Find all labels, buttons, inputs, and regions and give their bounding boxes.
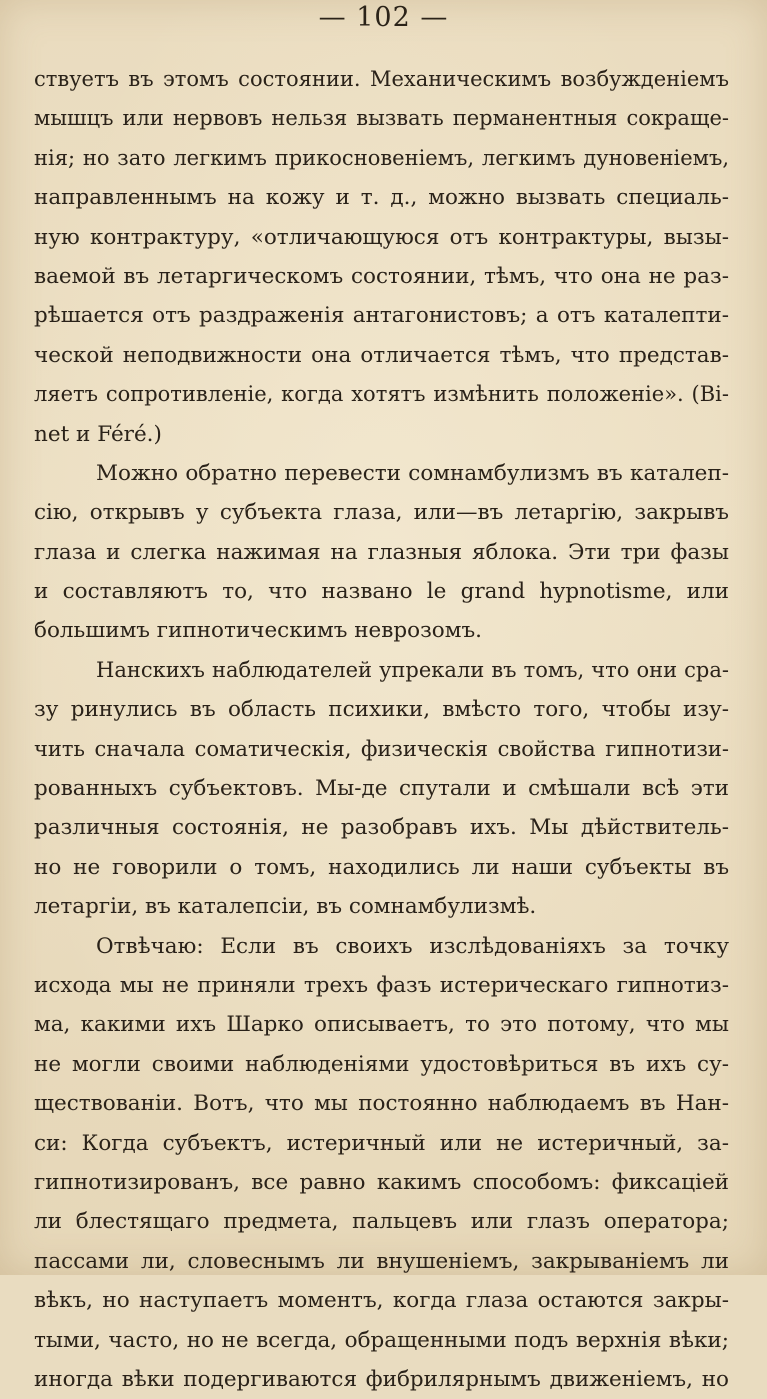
text-line: вѣкъ, но наступаетъ моментъ, когда глаза остаются закры- [34, 1288, 729, 1314]
text-line: ную контрактуру, «отличающуюся отъ контрактуры, вызы- [34, 224, 729, 250]
text-line: но не говорили о томъ, находились ли наши субъекты въ [34, 854, 729, 880]
text-line: рѣшается отъ раздраженiя антагонистовъ; а отъ каталепти- [34, 303, 729, 329]
text-line: пассами ли, словеснымъ ли внушенiемъ, закрыванiемъ ли [34, 1248, 729, 1274]
text-line: ческой неподвижности она отличается тѣмъ, что представ- [34, 342, 729, 368]
text-line: Нанскихъ наблюдателей упрекали въ томъ, что они сра- [96, 657, 729, 682]
text-line: сiю, открывъ у субъекта глаза, или—въ летаргiю, закрывъ [34, 500, 729, 526]
text-line: большимъ гипнотическимъ неврозомъ. [34, 618, 482, 644]
text-line: ствуетъ въ этомъ состоянии. Механическимъ возбужденiемъ [34, 67, 729, 91]
text-line: нiя; но зато легкимъ прикосновенiемъ, легкимъ дуновенiемъ, [34, 145, 729, 170]
text-line: и составляютъ то, что названо le grand hypnotisme, или [34, 579, 729, 605]
text-line: ляетъ сопротивленiе, когда хотятъ измѣнить положенiе». (Bi- [34, 382, 729, 407]
page-number: — 102 — [318, 2, 449, 33]
text-line: не могли своими наблюденiями удостовѣриться въ ихъ су- [34, 1051, 729, 1077]
text-line: глаза и слегка нажимая на глазныя яблока. Эти три фазы [34, 539, 729, 565]
text-line: чить сначала соматическiя, физическiя свойства гипнотизи- [34, 736, 729, 761]
text-line: различныя состоянiя, не разобравъ ихъ. Мы дѣйствитель- [34, 815, 729, 841]
text-line: мышцъ или нервовъ нельзя вызвать перманентныя сокраще- [34, 106, 729, 131]
text-line: направленнымъ на кожу и т. д., можно вызвать специаль- [34, 185, 729, 211]
text-line: ма, какими ихъ Шарко описываетъ, то это потому, что мы [34, 1012, 729, 1038]
text-line: летаргiи, въ каталепсiи, въ сомнамбулизмѣ. [34, 894, 537, 920]
text-line: net и Féré.) [34, 421, 162, 447]
text-line: ществованiи. Вотъ, что мы постоянно наблюдаемъ въ Нан- [34, 1091, 729, 1117]
text-line: Можно обратно перевести сомнамбулизмъ въ каталеп- [96, 460, 729, 486]
text-line: иногда вѣки подергиваются фибрилярнымъ движенiемъ, но [34, 1366, 729, 1392]
text-line: си: Когда субъектъ, истеричный или не истеричный, за- [34, 1130, 729, 1156]
text-line: Отвѣчаю: Если въ своихъ изслѣдованiяхъ за точку [96, 933, 729, 959]
body-text [34, 60, 729, 1399]
text-line: рованныхъ субъектовъ. Мы-де спутали и смѣшали всѣ эти [34, 776, 729, 802]
text-line: зу ринулись въ область психики, вмѣсто того, чтобы изу- [34, 697, 729, 723]
text-line: тыми, часто, но не всегда, обращенными подъ верхнiя вѣки; [34, 1327, 729, 1353]
text-line: ваемой въ летаргическомъ состоянии, тѣмъ, что она не раз- [34, 263, 729, 289]
text-line: гипнотизированъ, все равно какимъ способомъ: фиксацiей [34, 1169, 729, 1195]
text-line: ли блестящаго предмета, пальцевъ или глазъ оператора; [34, 1209, 729, 1235]
text-line: исхода мы не приняли трехъ фазъ истерическаго гипнотиз- [34, 972, 729, 998]
